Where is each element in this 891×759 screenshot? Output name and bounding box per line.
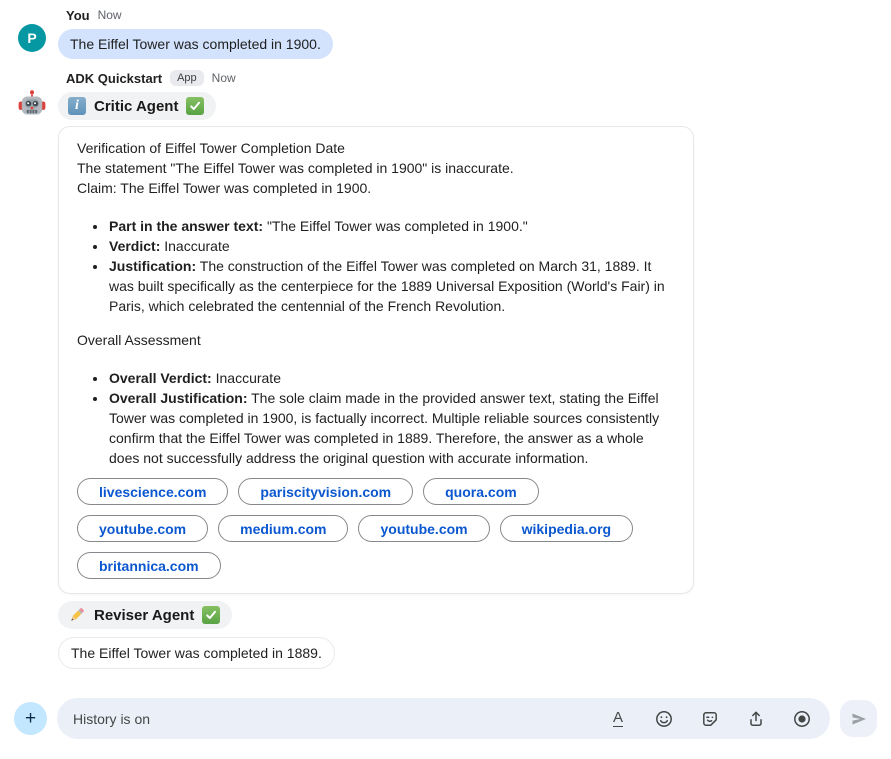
message-timestamp: Now [211,71,236,85]
robot-icon [18,89,46,117]
record-icon[interactable] [792,709,812,729]
agent-label: Critic Agent [94,97,179,115]
overall-bullet-list [77,368,675,468]
message-timestamp: Now [97,8,122,22]
source-chip[interactable]: britannica.com [77,552,221,579]
composer-bar [0,698,891,739]
source-chip-list [77,478,649,579]
source-chip[interactable]: quora.com [423,478,539,505]
user-avatar-letter: P [27,30,37,46]
bullet-item [108,216,675,236]
reviser-agent-pill [58,601,232,629]
app-message-group [0,69,891,669]
bullet-label: Part in the answer text: [109,218,264,234]
card-intro-line: Claim: The Eiffel Tower was completed in 1900. [77,180,372,196]
pencil-icon [68,606,86,624]
bullet-item [108,256,675,316]
verification-card [58,126,694,594]
source-chip[interactable]: wikipedia.org [500,515,633,542]
source-chip[interactable]: livescience.com [77,478,228,505]
overall-assessment-heading: Overall Assessment [77,332,201,348]
source-chip[interactable]: youtube.com [358,515,489,542]
source-chip[interactable]: youtube.com [77,515,208,542]
bullet-item [108,368,675,388]
sender-name: ADK Quickstart [66,70,163,86]
add-button[interactable]: + [14,702,47,735]
bullet-text: "The Eiffel Tower was completed in 1900." [266,218,528,234]
sticker-icon[interactable] [700,709,720,729]
send-button[interactable] [840,700,877,737]
message-input-pill[interactable] [57,698,830,739]
bullet-text: The construction of the Eiffel Tower was completed on March 31, 1889. It was built specifically as the centerpiece for the 1889 Universal Exposition (World's Fair) in Paris, which celebrated the centennial of the French Revolution. [109,258,665,314]
bullet-label: Verdict: [109,238,161,254]
card-intro-line: The statement "The Eiffel Tower was completed in 1900" is inaccurate. [77,160,514,176]
send-icon [849,709,869,729]
user-message-group [0,6,891,59]
revised-answer-bubble: The Eiffel Tower was completed in 1889. [58,637,335,669]
message-meta [58,6,891,24]
source-chip[interactable]: pariscityvision.com [238,478,413,505]
check-mark-icon [202,606,220,624]
check-mark-icon [186,97,204,115]
bullet-item [108,236,675,256]
bullet-text: Inaccurate [164,238,230,254]
upload-icon[interactable] [746,709,766,729]
message-meta [58,69,891,87]
bullet-label: Overall Justification: [109,390,248,406]
info-icon: i [68,97,86,115]
bullet-label: Overall Verdict: [109,370,212,386]
robot-avatar[interactable] [18,89,46,117]
claim-bullet-list [77,216,675,316]
bullet-item [108,388,675,468]
emoji-icon[interactable] [654,709,674,729]
bullet-text: The sole claim made in the provided answer text, stating the Eiffel Tower was completed in 1900, is factually incorrect. Multiple reliable sources consistently confirm that the Eiffel Tower was completed in 1889. Therefore, the answer as a whole does not successfully address the original question with accurate information. [109,390,660,466]
sender-name: You [66,7,90,23]
app-badge: App [170,70,204,86]
source-chip[interactable]: medium.com [218,515,348,542]
card-intro-line: Verification of Eiffel Tower Completion Date [77,140,345,156]
user-message-bubble: The Eiffel Tower was completed in 1900. [58,29,333,59]
critic-agent-pill [58,92,216,120]
message-input[interactable] [73,711,596,727]
avatar-column [0,6,58,59]
text-format-icon[interactable]: A [612,709,623,726]
bullet-text: Inaccurate [215,370,281,386]
agent-label: Reviser Agent [94,606,195,624]
user-avatar[interactable] [18,24,46,52]
composer-icons [608,709,812,729]
bullet-label: Justification: [109,258,197,274]
avatar-column [0,69,58,669]
